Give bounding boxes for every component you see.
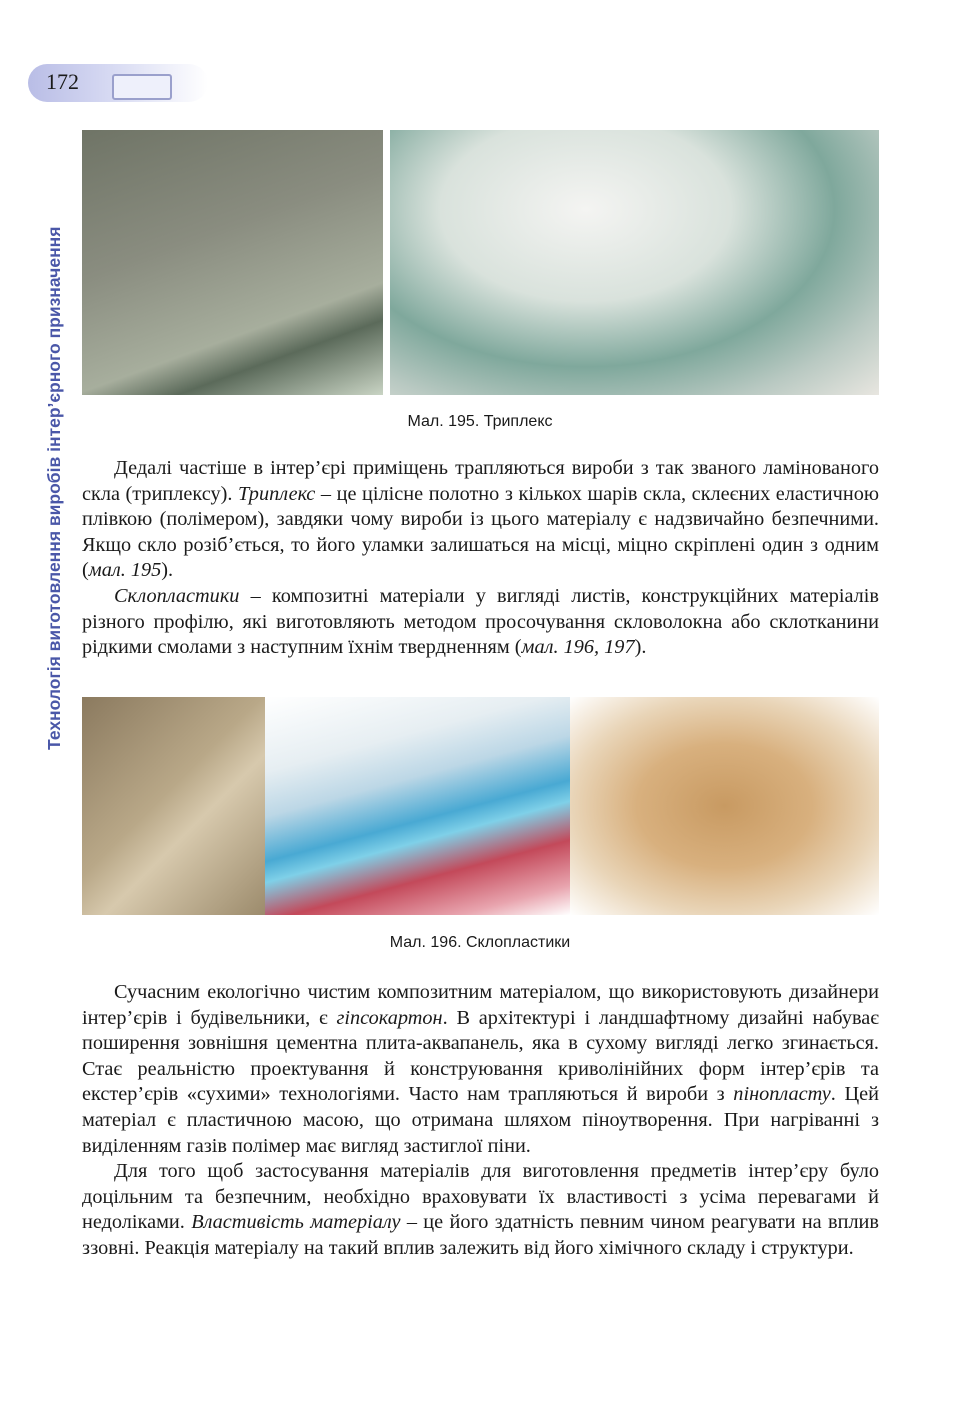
sofa-icon — [112, 74, 172, 100]
fiberglass-fabric-photo — [82, 697, 265, 915]
paragraph-triplex: Дедалі частіше в інтер’єрі приміщень трапляються вироби з так званого ламінованого скла (триплексу). Триплекс – це цілісне полотно з кількох шарів скла, склеєних еластичною плівкою (полімером), завдяки чому вироби із цього матеріалу є надзвичайно безпечними. Якщо скло розіб’ється, то його уламки залишаться на місці, міцно скріплені один з одним (мал. 195). — [82, 457, 879, 582]
paragraph-material-property: Для того щоб застосування матеріалів для виготовлення предметів інтер’єру було доцільним та безпечним, необхідно враховувати їх властивості з усіма перевагами й недоліками. Властивість матеріалу – це його здатність певним чином реагувати на вплив ззовні. Реакція матеріалу на такий вплив залежить від його хімічного складу і структури. — [82, 1160, 879, 1259]
page-number: 172 — [46, 69, 79, 94]
paragraph-fiberglass: Склопластики – композитні матеріали у вигляді листів, конструкційних матеріалів різного профілю, які виготовляють методом просочування скловолокна або склотканини рідкими смолами з наступним їхнім твердненням (мал. 196, 197). — [82, 584, 879, 659]
fiberglass-profiles-photo — [570, 697, 879, 915]
glass-staircase-photo — [390, 130, 879, 395]
text-block-2 — [82, 980, 879, 1262]
triplex-glass-photo — [82, 130, 383, 395]
text-block-1 — [82, 456, 879, 661]
figure-196-caption: Мал. 196. Склопластики — [389, 934, 571, 951]
figure-195-caption: Мал. 195. Триплекс — [407, 413, 553, 430]
paragraph-drywall: Сучасним екологічно чистим композитним матеріалом, що використовують дизайнери інтер’єрів і будівельники, є гіпсокартон. В архітектурі і ландшафтному дизайні набуває поширення зовнішня цементна плита-аквапанель, яка в сухому вигляді легко згинається. Стає реальністю проектування й конструювання криволінійних форм інтер’єрів та екстер’єрів «сухими» технологіями. Часто нам трапляються й вироби з пінопласту. Цей матеріал є пластичною масою, що отримана шляхом піноутворення. При нагріванні з виділенням газів полімер має вигляд застиглої піни. — [82, 981, 880, 1157]
side-section-title: Технологія виготовлення виробів інтер’єрного призначення — [44, 226, 64, 750]
polycarbonate-sheets-photo — [265, 697, 570, 915]
